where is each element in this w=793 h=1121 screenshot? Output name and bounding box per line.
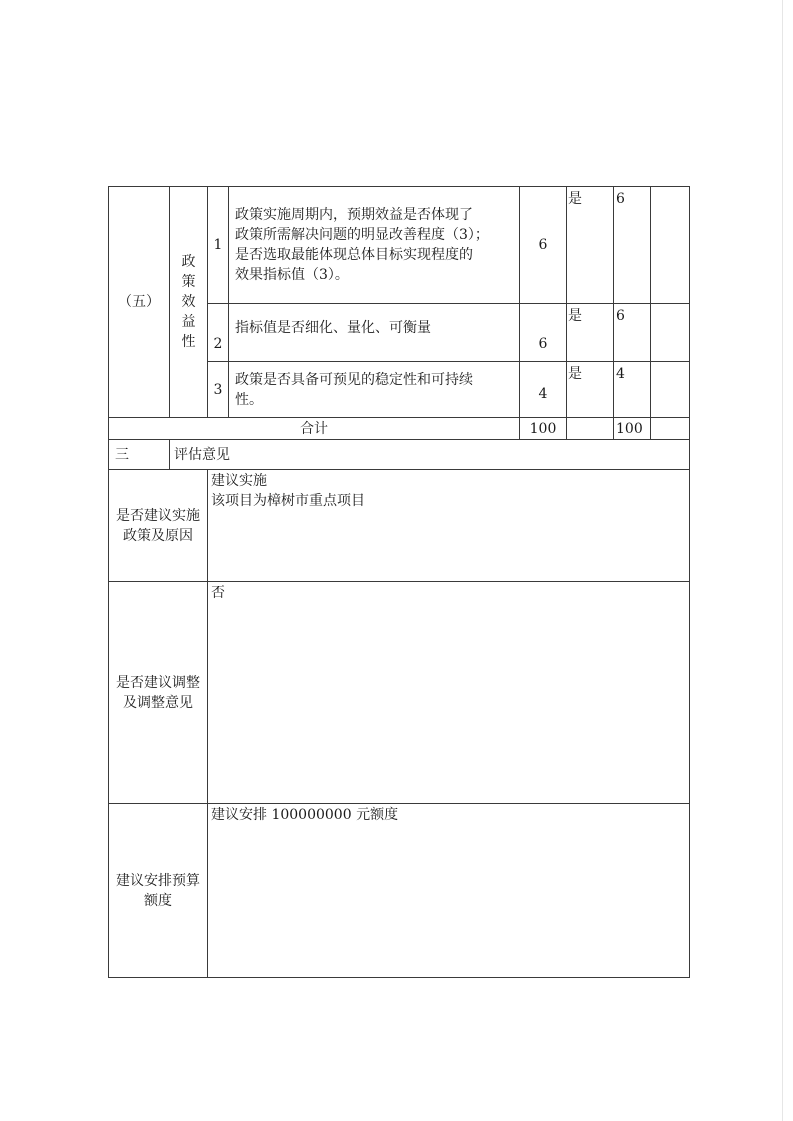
category-char: 益: [181, 314, 196, 330]
evaluation-table: [108, 186, 690, 978]
table-row: [109, 187, 690, 304]
category-char: 性: [181, 334, 196, 350]
opinion-label-line: 政策及原因: [123, 527, 193, 544]
criteria-line: 效果指标值（3）。: [235, 267, 349, 283]
max-score: 6: [520, 187, 567, 304]
opinion-content: [208, 804, 690, 978]
opinion-label: [109, 582, 208, 804]
criteria-line: 是否选取最能体现总体目标实现程度的: [235, 247, 473, 263]
criteria-text: [229, 187, 520, 304]
opinion-label-line: 及调整意见: [123, 694, 193, 711]
section-header-row: [109, 440, 690, 470]
awarded-score: 4: [614, 362, 651, 418]
item-number: 2: [208, 304, 229, 362]
section-number: （五）: [118, 294, 160, 310]
answer-value: 是: [567, 304, 614, 362]
answer-value: 是: [567, 362, 614, 418]
total-row: [109, 418, 690, 440]
blank-cell: [651, 187, 690, 304]
opinion-label-line: 是否建议调整: [116, 674, 200, 691]
opinion-content: [208, 582, 690, 804]
criteria-line: 指标值是否细化、量化、可衡量: [235, 320, 431, 336]
blank-cell: [651, 304, 690, 362]
section-three-title: 评估意见: [170, 440, 690, 470]
answer-value: 是: [567, 187, 614, 304]
criteria-line: 政策是否具备可预见的稳定性和可持续: [235, 371, 473, 388]
item-number: 3: [208, 362, 229, 418]
opinion-content-line: 否: [211, 585, 225, 601]
awarded-score: 6: [614, 187, 651, 304]
blank-cell: [651, 418, 690, 440]
item-number: 1: [208, 187, 229, 304]
criteria-text: [229, 304, 520, 362]
total-score: 100: [614, 418, 651, 440]
max-score: 6: [520, 304, 567, 362]
opinion-content: [208, 470, 690, 582]
opinion-row: [109, 470, 690, 582]
category-char: 策: [181, 274, 196, 290]
opinion-row: [109, 804, 690, 978]
criteria-text: [229, 362, 520, 418]
awarded-score: 6: [614, 304, 651, 362]
criteria-line: 政策实施周期内，预期效益是否体现了: [235, 207, 473, 223]
total-max-score: 100: [520, 418, 567, 440]
scan-edge: [782, 0, 783, 1121]
category-char: 政: [181, 254, 196, 270]
category-cell: [170, 187, 208, 418]
opinion-row: [109, 582, 690, 804]
opinion-label-line: 额度: [144, 892, 172, 909]
category-char: 效: [181, 294, 196, 310]
opinion-content-line: 该项目为樟树市重点项目: [211, 493, 365, 509]
max-score: 4: [520, 362, 567, 418]
criteria-line: 性。: [235, 391, 263, 408]
total-label: 合计: [109, 418, 520, 440]
opinion-label: [109, 804, 208, 978]
opinion-content-line: 建议实施: [211, 473, 267, 489]
opinion-label: [109, 470, 208, 582]
opinion-label-line: 是否建议实施: [116, 507, 200, 524]
opinion-label-line: 建议安排预算: [116, 872, 200, 889]
blank-cell: [651, 362, 690, 418]
section-number-cell: [109, 187, 170, 418]
blank-cell: [567, 418, 614, 440]
opinion-content-line: 建议安排 100000000 元额度: [211, 807, 399, 823]
criteria-line: 政策所需解决问题的明显改善程度（3）；: [235, 227, 489, 243]
section-three-number: 三: [109, 440, 170, 470]
